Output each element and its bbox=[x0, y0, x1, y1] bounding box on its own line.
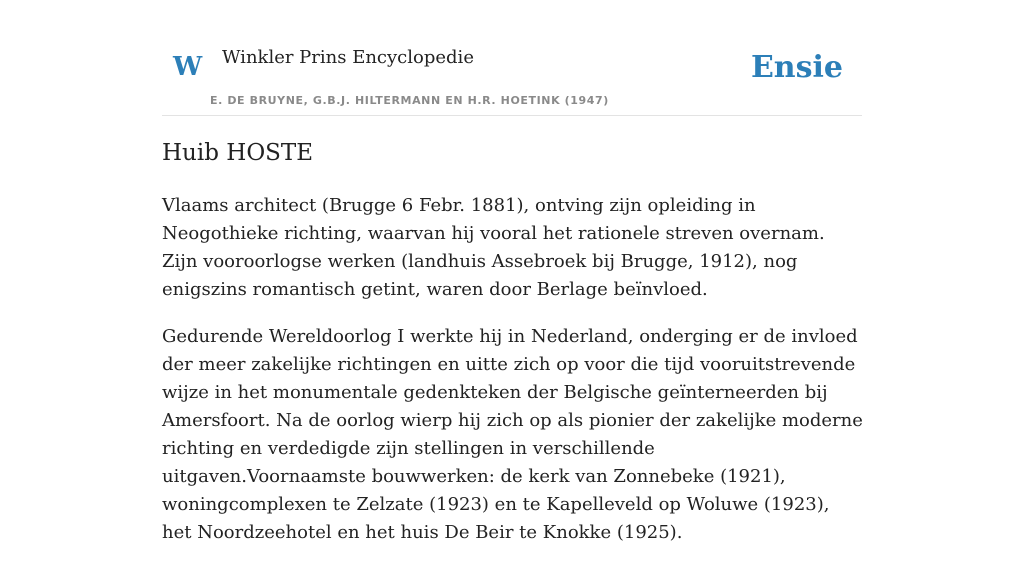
article-title: Huib HOSTE bbox=[162, 140, 314, 166]
article-body bbox=[162, 192, 864, 566]
article-paragraph: Gedurende Wereldoorlog I werkte hij in Nederland, onderging er de invloed der meer zakelijke richtingen en uitte zich op voor die tijd vooruitstrevende wijze in het monumentale gedenkteken der Belgische geïnterneerden bij Amersfoort. Na de oorlog wierp hij zich op als pionier der zakelijke moderne richting en verdedigde zijn stellingen in verschillende uitgaven.Voornaamste bouwwerken: de kerk van Zonnebeke (1921), woningcomplexen te Zelzate (1923) en te Kapelleveld op Woluwe (1923), het Noordzeehotel en het huis De Beir te Knokke (1925). bbox=[162, 326, 863, 543]
article-paragraph: Vlaams architect (Brugge 6 Febr. 1881), ontving zijn opleiding in Neogothieke richting, waarvan hij vooral het rationele streven overnam. Zijn vooroorlogse werken (landhuis Assebroek bij Brugge, 1912), nog enigszins romantisch getint, waren door Berlage beïnvloed. bbox=[162, 195, 825, 300]
authors-line: E. DE BRUYNE, G.B.J. HILTERMANN EN H.R. HOETINK (1947) bbox=[210, 94, 609, 107]
site-title[interactable]: Winkler Prins Encyclopedie bbox=[222, 47, 474, 68]
encyclopedia-logo[interactable]: W bbox=[173, 52, 203, 82]
ensie-logo[interactable]: Ensie bbox=[750, 50, 843, 85]
header bbox=[162, 36, 862, 116]
